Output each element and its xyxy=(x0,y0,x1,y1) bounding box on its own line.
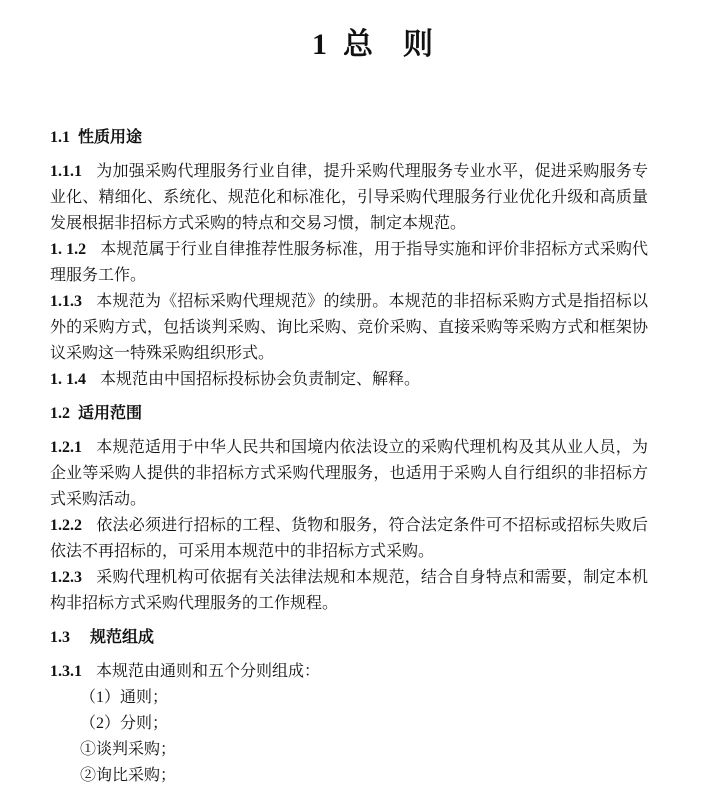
list-item: （1）通则； xyxy=(80,689,169,706)
section-number: 1.1 xyxy=(50,129,70,146)
section-heading xyxy=(50,625,648,651)
clause-number: 1. 1.4 xyxy=(50,371,86,388)
section-title: 规范组成 xyxy=(90,629,155,646)
section-heading xyxy=(50,125,648,151)
clause xyxy=(50,659,648,685)
clause-text: 为加强采购代理服务行业自律，提升采购代理服务专业水平，促进采购服务专业化、精细化、系统化、规范化和标准化，引导采购代理服务行业优化升级和高质量发展根据非招标方式采购的特点和交易习惯，制定本规范。 xyxy=(50,163,648,232)
clause-text: 本规范适用于中华人民共和国境内依法设立的采购代理机构及其从业人员，为企业等采购人提供的非招标方式采购代理服务，也适用于采购人自行组织的非招标方式采购活动。 xyxy=(50,439,648,508)
section-scope xyxy=(50,401,648,617)
clause-number: 1.3.1 xyxy=(50,663,82,680)
clause xyxy=(50,367,648,393)
clause-number: 1.2.1 xyxy=(50,439,82,456)
clause-number: 1.1.1 xyxy=(50,163,82,180)
list-item: ②询比采购； xyxy=(80,767,177,784)
clause-text: 采购代理机构可依据有关法律法规和本规范，结合自身特点和需要，制定本机构非招标方式采购代理服务的工作规程。 xyxy=(50,569,648,612)
clause xyxy=(50,435,648,513)
clause-text: 本规范属于行业自律推荐性服务标准，用于指导实施和评价非招标方式采购代理服务工作。 xyxy=(50,241,648,284)
section-number: 1.3 xyxy=(50,629,70,646)
chapter-number: 1 xyxy=(312,28,327,61)
clause-number: 1. 1.2 xyxy=(50,241,87,258)
section-title: 适用范围 xyxy=(78,405,143,422)
section-title: 性质用途 xyxy=(78,129,143,146)
list-item: （2）分则； xyxy=(80,715,169,732)
section-heading xyxy=(50,401,648,427)
clause-number: 1.1.3 xyxy=(50,293,82,310)
chapter-title: 总则 xyxy=(343,28,463,61)
clause xyxy=(50,159,648,237)
clause xyxy=(50,513,648,565)
clause-text: 依法必须进行招标的工程、货物和服务，符合法定条件可不招标或招标失败后依法不再招标的，可采用本规范中的非招标方式采购。 xyxy=(50,517,648,560)
chapter-heading xyxy=(312,25,648,65)
clause xyxy=(50,289,648,367)
clause xyxy=(50,237,648,289)
section-composition xyxy=(50,625,648,789)
clause-text: 本规范为《招标采购代理规范》的续册。本规范的非招标采购方式是指招标以外的采购方式，包括谈判采购、询比采购、竞价采购、直接采购等采购方式和框架协议采购这一特殊采购组织形式。 xyxy=(50,293,648,362)
clause xyxy=(50,565,648,617)
section-number: 1.2 xyxy=(50,405,70,422)
clause-text: 本规范由通则和五个分则组成： xyxy=(96,663,321,680)
section-nature-purpose xyxy=(50,125,648,393)
clause-number: 1.2.2 xyxy=(50,517,82,534)
list-item: ①谈判采购； xyxy=(80,741,177,758)
clause-text: 本规范由中国招标投标协会负责制定、解释。 xyxy=(100,371,421,388)
clause-number: 1.2.3 xyxy=(50,569,82,586)
